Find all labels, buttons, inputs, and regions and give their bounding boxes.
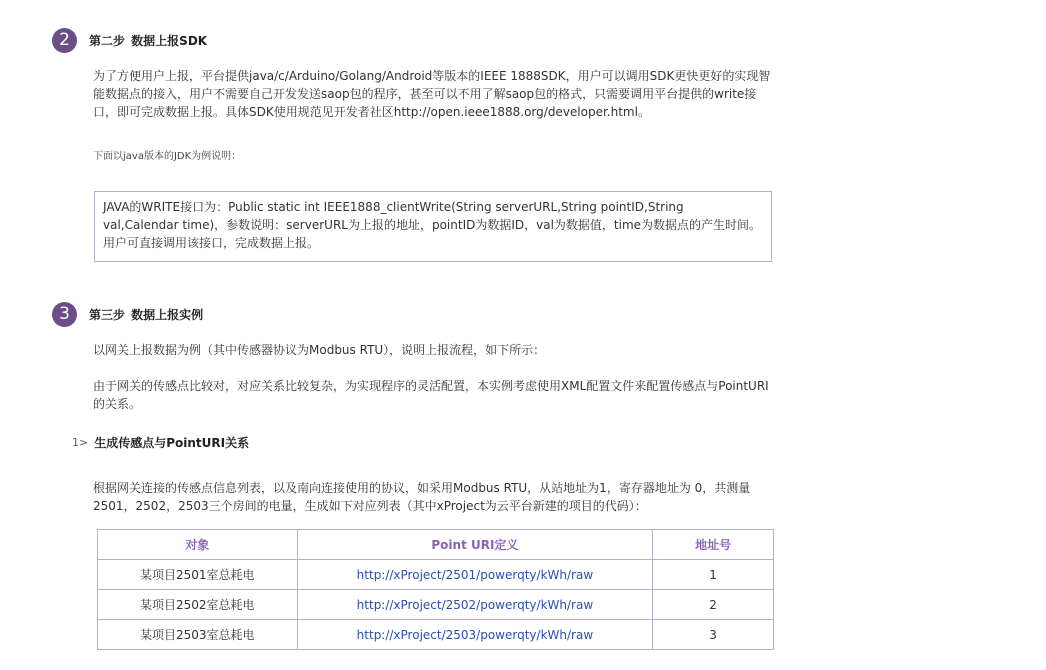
table-cell-address: 2	[653, 590, 774, 620]
step-2-heading	[52, 28, 207, 53]
step-3-title: 第三步 数据上报实例	[89, 308, 204, 322]
table-row	[98, 590, 774, 620]
table-cell-point-uri[interactable]: http://xProject/2502/powerqty/kWh/raw	[297, 590, 653, 620]
step-3-number-badge: 3	[52, 302, 77, 327]
table-cell-point-uri[interactable]: http://xProject/2501/powerqty/kWh/raw	[297, 560, 653, 590]
table-row	[98, 620, 774, 650]
table-header-address: 地址号	[653, 530, 774, 560]
table-cell-object: 某项目2501室总耗电	[98, 560, 298, 590]
step-3-paragraph-1: 以网关上报数据为例（其中传感器协议为Modbus RTU），说明上报流程，如下所示：	[93, 343, 546, 357]
step-2-number-badge: 2	[52, 28, 77, 53]
step-3-paragraph-2: 由于网关的传感点比较对，对应关系比较复杂，为实现程序的灵活配置，本实例考虑使用XML配置文件来配置传感点与PointURI的关系。	[93, 379, 769, 411]
table-row	[98, 560, 774, 590]
table-header-point-uri: Point URI定义	[297, 530, 653, 560]
table-header-row	[98, 530, 774, 560]
step-2-title: 第二步 数据上报SDK	[89, 34, 208, 48]
table-cell-point-uri[interactable]: http://xProject/2503/powerqty/kWh/raw	[297, 620, 653, 650]
table-header-object: 对象	[98, 530, 298, 560]
step-2-intro-paragraph: 为了方便用户上报，平台提供java/c/Arduino/Golang/Android等版本的IEEE 1888SDK，用户可以调用SDK更快更好的实现智能数据点的接入，用户不需要自己开发发送saop包的程序，甚至可以不用了解saop包的格式，只需要调用平台提供的write接口，即可完成数据上报。具体SDK使用规范见开发者社区http://open.ieee1888.org/developer.html。	[93, 69, 771, 119]
point-uri-table	[97, 529, 774, 650]
sub-step-1-title: 生成传感点与PointURI关系	[94, 436, 250, 450]
table-cell-address: 3	[653, 620, 774, 650]
step-3-heading	[52, 302, 203, 327]
sub-step-1-heading	[72, 434, 249, 451]
table-cell-address: 1	[653, 560, 774, 590]
java-write-interface-box: JAVA的WRITE接口为：Public static int IEEE1888_clientWrite(String serverURL,String pointID,String val,Calendar time)，参数说明：serverURL为上报的地址，pointID为数据ID，val为数据值，time为数据点的产生时间。用户可直接调用该接口，完成数据上报。	[94, 191, 772, 262]
step-2-note: 下面以java版本的JDK为例说明：	[93, 151, 242, 162]
sub-step-1-marker: 1>	[72, 436, 89, 449]
step-3-paragraph-3: 根据网关连接的传感点信息列表，以及南向连接使用的协议，如采用Modbus RTU，从站地址为1，寄存器地址为 0，共测量2501，2502，2503三个房间的电量，生成如下对应列表（其中xProject为云平台新建的项目的代码）：	[93, 481, 751, 513]
table-cell-object: 某项目2503室总耗电	[98, 620, 298, 650]
table-cell-object: 某项目2502室总耗电	[98, 590, 298, 620]
